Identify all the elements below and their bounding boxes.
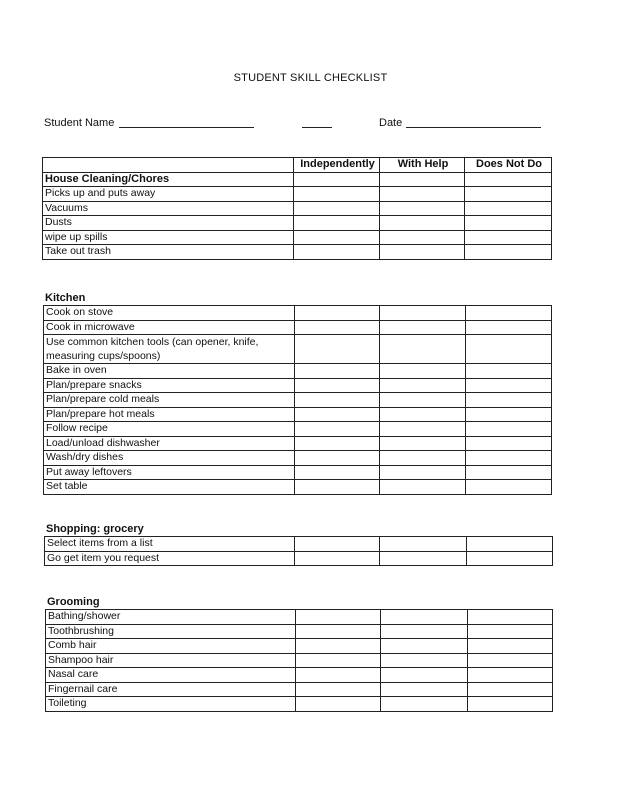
house-cleaning-table (42, 157, 552, 260)
check-cell[interactable] (466, 465, 552, 480)
field-line-fragment (302, 127, 332, 128)
skill-label: Follow recipe (44, 422, 295, 437)
skill-label: Toileting (46, 697, 296, 712)
date-label: Date (379, 117, 403, 129)
skill-label: Take out trash (43, 245, 294, 260)
check-cell[interactable] (295, 436, 380, 451)
check-cell[interactable] (466, 407, 552, 422)
check-cell[interactable] (466, 451, 552, 466)
check-cell[interactable] (468, 653, 553, 668)
check-cell[interactable] (468, 697, 553, 712)
column-header-with-help: With Help (380, 158, 465, 173)
check-cell[interactable] (380, 422, 466, 437)
kitchen-table (43, 305, 552, 495)
check-cell[interactable] (295, 551, 380, 566)
check-cell[interactable] (294, 245, 380, 260)
check-cell[interactable] (295, 407, 380, 422)
skill-label: Cook on stove (44, 306, 295, 321)
column-header-does-not-do: Does Not Do (465, 158, 552, 173)
check-cell[interactable] (295, 306, 380, 321)
grooming-table (45, 609, 553, 712)
check-cell[interactable] (296, 668, 381, 683)
check-cell[interactable] (296, 610, 381, 625)
check-cell[interactable] (380, 451, 466, 466)
check-cell[interactable] (465, 201, 552, 216)
check-cell[interactable] (381, 610, 468, 625)
check-cell[interactable] (380, 364, 466, 379)
section-title-grooming: Grooming (47, 596, 100, 608)
check-cell[interactable] (296, 639, 381, 654)
section-title-kitchen: Kitchen (45, 292, 86, 304)
section-title-shopping: Shopping: grocery (46, 523, 144, 535)
check-cell[interactable] (466, 436, 552, 451)
skill-label: Dusts (43, 216, 294, 231)
check-cell[interactable] (380, 335, 466, 364)
check-cell[interactable] (466, 364, 552, 379)
page-title: STUDENT SKILL CHECKLIST (233, 72, 388, 84)
check-cell[interactable] (295, 320, 380, 335)
check-cell[interactable] (381, 682, 468, 697)
check-cell[interactable] (467, 537, 553, 552)
check-cell[interactable] (466, 378, 552, 393)
check-cell[interactable] (380, 306, 466, 321)
check-cell[interactable] (380, 201, 465, 216)
skill-label: Plan/prepare hot meals (44, 407, 295, 422)
skill-label: Plan/prepare snacks (44, 378, 295, 393)
column-header-independently: Independently (294, 158, 380, 173)
check-cell[interactable] (465, 216, 552, 231)
check-cell[interactable] (380, 320, 466, 335)
check-cell[interactable] (466, 320, 552, 335)
student-name-label: Student Name (44, 117, 115, 129)
check-cell[interactable] (380, 393, 466, 408)
check-cell[interactable] (295, 364, 380, 379)
skill-label: Put away leftovers (44, 465, 295, 480)
skill-label: Bathing/shower (46, 610, 296, 625)
check-cell[interactable] (296, 653, 381, 668)
check-cell[interactable] (380, 551, 467, 566)
skill-label: Go get item you request (45, 551, 295, 566)
check-cell[interactable] (380, 216, 465, 231)
check-cell[interactable] (466, 306, 552, 321)
student-name-field[interactable] (119, 127, 254, 128)
check-cell[interactable] (296, 697, 381, 712)
check-cell[interactable] (466, 393, 552, 408)
check-cell[interactable] (380, 480, 466, 495)
skill-label: Wash/dry dishes (44, 451, 295, 466)
check-cell[interactable] (465, 172, 552, 187)
skill-label: Select items from a list (45, 537, 295, 552)
check-cell[interactable] (295, 537, 380, 552)
check-cell[interactable] (468, 682, 553, 697)
check-cell[interactable] (295, 378, 380, 393)
skill-label: Cook in microwave (44, 320, 295, 335)
skill-label: Set table (44, 480, 295, 495)
skill-label: Fingernail care (46, 682, 296, 697)
check-cell[interactable] (467, 551, 553, 566)
skill-label: Shampoo hair (46, 653, 296, 668)
check-cell[interactable] (466, 480, 552, 495)
category-house-cleaning: House Cleaning/Chores (43, 172, 294, 187)
check-cell[interactable] (380, 230, 465, 245)
shopping-table (44, 536, 553, 566)
skill-label: Picks up and puts away (43, 187, 294, 202)
check-cell[interactable] (380, 465, 466, 480)
check-cell[interactable] (295, 480, 380, 495)
skill-label: Load/unload dishwasher (44, 436, 295, 451)
check-cell[interactable] (380, 172, 465, 187)
skill-label: Bake in oven (44, 364, 295, 379)
check-cell[interactable] (296, 624, 381, 639)
skill-label: Nasal care (46, 668, 296, 683)
check-cell[interactable] (465, 245, 552, 260)
check-cell[interactable] (296, 682, 381, 697)
check-cell[interactable] (295, 451, 380, 466)
check-cell[interactable] (381, 697, 468, 712)
skill-label: Toothbrushing (46, 624, 296, 639)
date-field[interactable] (406, 127, 541, 128)
check-cell[interactable] (381, 624, 468, 639)
check-cell[interactable] (295, 465, 380, 480)
check-cell[interactable] (465, 187, 552, 202)
skill-label: Comb hair (46, 639, 296, 654)
check-cell[interactable] (468, 624, 553, 639)
check-cell[interactable] (295, 422, 380, 437)
check-cell[interactable] (294, 187, 380, 202)
check-cell[interactable] (468, 668, 553, 683)
check-cell[interactable] (466, 335, 552, 364)
check-cell[interactable] (380, 407, 466, 422)
check-cell[interactable] (468, 610, 553, 625)
check-cell[interactable] (294, 201, 380, 216)
skill-label: wipe up spills (43, 230, 294, 245)
check-cell[interactable] (295, 393, 380, 408)
column-header-blank (43, 158, 294, 173)
check-cell[interactable] (380, 245, 465, 260)
check-cell[interactable] (465, 230, 552, 245)
check-cell[interactable] (381, 653, 468, 668)
skill-label: Vacuums (43, 201, 294, 216)
check-cell[interactable] (294, 216, 380, 231)
check-cell[interactable] (381, 639, 468, 654)
check-cell[interactable] (294, 172, 380, 187)
skill-label: Use common kitchen tools (can opener, knife, measuring cups/spoons) (44, 335, 295, 364)
check-cell[interactable] (380, 378, 466, 393)
check-cell[interactable] (295, 335, 380, 364)
check-cell[interactable] (468, 639, 553, 654)
check-cell[interactable] (380, 537, 467, 552)
check-cell[interactable] (381, 668, 468, 683)
check-cell[interactable] (466, 422, 552, 437)
check-cell[interactable] (380, 187, 465, 202)
skill-label: Plan/prepare cold meals (44, 393, 295, 408)
check-cell[interactable] (294, 230, 380, 245)
check-cell[interactable] (380, 436, 466, 451)
